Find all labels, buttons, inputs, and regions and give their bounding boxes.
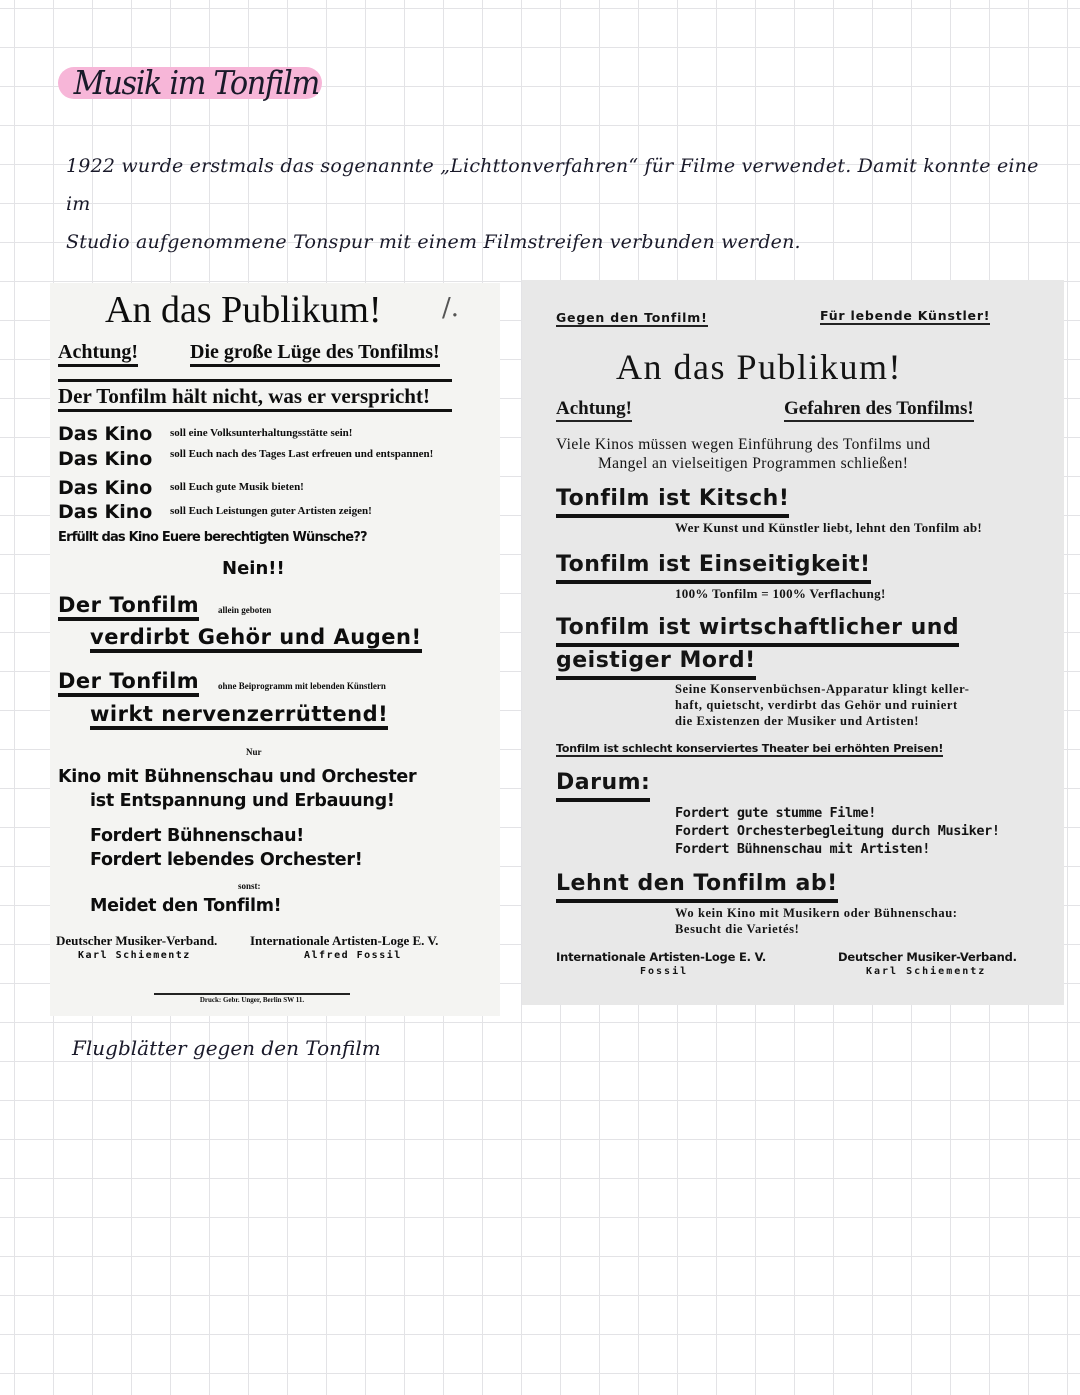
intro-line: 1922 wurde erstmals das sogenannte „Lichttonverfahren“ für Filme verwendet. Damit konnte eine im: [66, 155, 1039, 215]
kino-text: soll eine Volksunterhaltungsstätte sein!: [170, 427, 353, 439]
flyer1-kino-buehnenschau: Kino mit Bühnenschau und Orchester: [58, 767, 417, 787]
kino-label: Das Kino: [58, 448, 153, 470]
flyer1-sonst: sonst:: [238, 881, 261, 891]
flyer2-gefahren: Gefahren des Tonfilms!: [784, 398, 974, 422]
flyer2-verflachung: 100% Tonfilm = 100% Verflachung!: [675, 586, 886, 601]
flyer2-theater: Tonfilm ist schlecht konserviertes Theater bei erhöhten Preisen!: [556, 742, 944, 755]
flyer2-top-right: Für lebende Künstler!: [820, 308, 991, 323]
flyer1-verdirbt: verdirbt Gehör und Augen!: [90, 625, 422, 653]
flyer2-viele-line: Viele Kinos müssen wegen Einführung des Tonfilms und: [556, 436, 931, 453]
flyer1-kino-row: [58, 448, 453, 470]
flyer2-achtung: Achtung!: [556, 398, 632, 422]
kino-text: soll Euch nach des Tages Last erfreuen und entspannen!: [170, 448, 434, 460]
flyer2-konserven-line: haft, quietscht, verdirbt das Gehör und ruiniert: [675, 698, 958, 712]
pen-mark-icon: /.: [442, 293, 460, 323]
flyer2-headline: An das Publikum!: [616, 347, 903, 387]
flyer2-fordert2: Fordert Orchesterbegleitung durch Musiker!: [675, 823, 1000, 839]
kino-label: Das Kino: [58, 501, 153, 523]
flyer1-kino-row: [58, 477, 453, 499]
kino-label: Das Kino: [58, 423, 153, 445]
image-caption: Flugblätter gegen den Tonfilm: [72, 1036, 381, 1060]
kino-text: soll Euch Leistungen guter Artisten zeigen!: [170, 505, 372, 517]
flyer1-luege: Die große Lüge des Tonfilms!: [190, 341, 440, 367]
flyer2-konserven-line: die Existenzen der Musiker und Artisten!: [675, 714, 920, 728]
flyer2-fordert3: Fordert Bühnenschau mit Artisten!: [675, 841, 931, 857]
intro-line: Studio aufgenommene Tonspur mit einem Filmstreifen verbunden werden.: [66, 231, 801, 253]
flyer1-tonfilm-label: Der Tonfilm: [58, 669, 199, 697]
page-title-block: [58, 60, 342, 106]
flyer2-konserven-line: Seine Konservenbüchsen-Apparatur klingt keller-: [675, 682, 970, 696]
flyer2-darum: Darum:: [556, 768, 650, 802]
flyer2-lehnt: Lehnt den Tonfilm ab!: [556, 869, 838, 903]
flyer1-nein: Nein!!: [222, 558, 285, 579]
page-title: Musik im Tonfilm: [73, 63, 319, 102]
flyer1-tonfilm-label: Der Tonfilm: [58, 593, 199, 621]
flyer1-nur: Nur: [246, 747, 262, 757]
flyer2-org1-name: Fossil: [640, 966, 689, 977]
flyer2-mord-line: Tonfilm ist wirtschaftlicher und: [556, 613, 959, 647]
flyer1-org1: Deutscher Musiker-Verband.: [56, 933, 218, 948]
kino-text: soll Euch gute Musik bieten!: [170, 481, 304, 493]
flyer2-kunst: Wer Kunst und Künstler liebt, lehnt den Tonfilm ab!: [675, 520, 983, 535]
flyer2-viele-line: Mangel an vielseitigen Programmen schließen!: [598, 455, 909, 472]
flyer1-kino-row: [58, 423, 453, 445]
flyer2-wo-line: Wo kein Kino mit Musikern oder Bühnenschau:: [675, 906, 958, 920]
flyer2-einseitig: Tonfilm ist Einseitigkeit!: [556, 550, 871, 584]
flyer1-fordert2: Fordert lebendes Orchester!: [90, 850, 363, 870]
flyer2-wo-line: Besucht die Varietés!: [675, 922, 800, 936]
flyer2-fordert1: Fordert gute stumme Filme!: [675, 805, 876, 821]
flyer1-achtung: Achtung!: [58, 341, 138, 367]
flyer2-kitsch: Tonfilm ist Kitsch!: [556, 484, 789, 518]
flyer1-kino-row: [58, 501, 453, 523]
flyer1-entspannung: ist Entspannung und Erbauung!: [90, 791, 395, 811]
flyer1-meidet: Meidet den Tonfilm!: [90, 896, 282, 916]
flyer1-ohne-beiprogramm: ohne Beiprogramm mit lebenden Künstlern: [218, 681, 386, 691]
flyer1-erfuellt: Erfüllt das Kino Euere berechtigten Wünsche??: [58, 530, 367, 545]
flyer1-fordert1: Fordert Bühnenschau!: [90, 826, 304, 846]
flyer1-nervenzerruettend: wirkt nervenzerrüttend!: [90, 702, 388, 730]
flyer1-org2: Internationale Artisten-Loge E. V.: [250, 933, 439, 948]
flyer-image-left: [50, 283, 500, 1016]
flyer2-org2-name: Karl Schiementz: [866, 966, 987, 977]
flyer1-verspricht: Der Tonfilm hält nicht, was er verspricht!: [58, 379, 452, 412]
flyer2-mord-line: geistiger Mord!: [556, 646, 756, 680]
flyer1-allein-geboten: allein geboten: [218, 605, 272, 615]
flyer1-druck: Druck: Gebr. Unger, Berlin SW 11.: [154, 993, 350, 1004]
flyer2-org2: Deutscher Musiker-Verband.: [838, 950, 1017, 964]
flyer1-org2-name: Alfred Fossil: [304, 950, 402, 961]
flyer-image-right: [522, 280, 1064, 1005]
flyer1-headline: An das Publikum!: [105, 289, 382, 331]
flyer2-org1: Internationale Artisten-Loge E. V.: [556, 950, 767, 964]
intro-text: [66, 147, 1046, 261]
flyer2-top-left: Gegen den Tonfilm!: [556, 310, 708, 325]
flyer1-org1-name: Karl Schiementz: [78, 950, 191, 961]
kino-label: Das Kino: [58, 477, 153, 499]
